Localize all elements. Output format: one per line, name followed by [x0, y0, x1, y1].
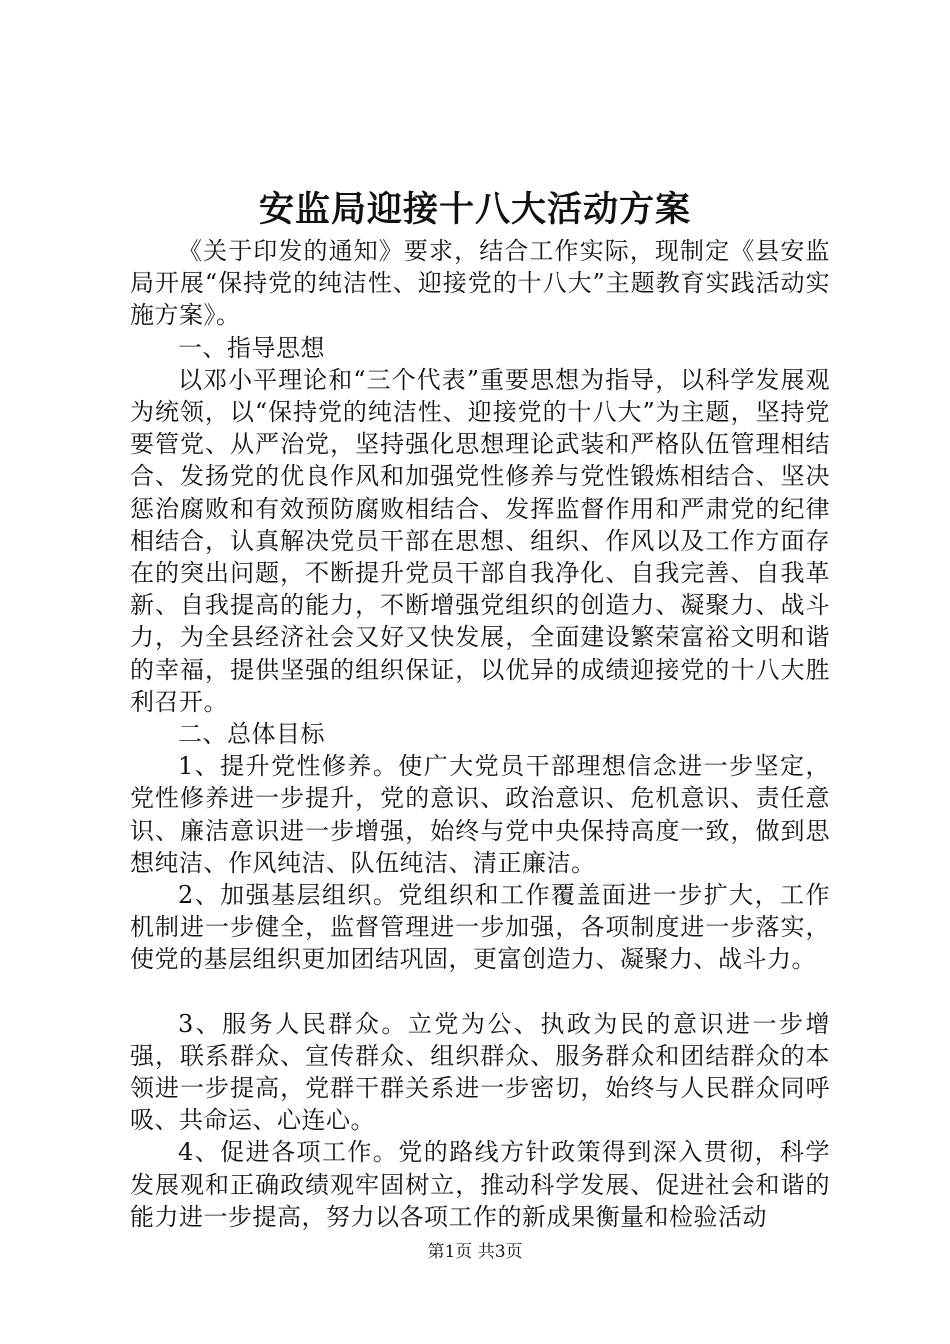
document-body [130, 235, 830, 1233]
paragraph-goal-1: 1、提升党性修养。使广大党员干部理想信念进一步坚定，党性修养进一步提升，党的意识、政治意识、危机意识、责任意识、廉洁意识进一步增强，始终与党中央保持高度一致，做到思想纯洁、作风纯洁、队伍纯洁、清正廉洁。 [130, 752, 830, 877]
section-heading-overall-goals: 二、总体目标 [178, 720, 325, 749]
document-title: 安监局迎接十八大活动方案 [258, 189, 691, 230]
paragraph-goal-2: 2、加强基层组织。党组织和工作覆盖面进一步扩大，工作机制进一步健全，监督管理进一步加强，各项制度进一步落实，使党的基层组织更加团结巩固，更富创造力、凝聚力、战斗力。 [130, 881, 830, 974]
paragraph-guiding-thought: 以邓小平理论和“三个代表”重要思想为指导，以科学发展观为统领，以“保持党的纯洁性、迎接党的十八大”为主题，坚持党要管党、从严治党，坚持强化思想理论武装和严格队伍管理相结合、发扬党的优良作风和加强党性修养与党性锻炼相结合、坚决惩治腐败和有效预防腐败相结合、发挥监督作用和严肃党的纪律相结合，认真解决党员干部在思想、组织、作风以及工作方面存在的突出问题，不断提升党员干部自我净化、自我完善、自我革新、自我提高的能力，不断增强党组织的创造力、凝聚力、战斗力，为全县经济社会又好又快发展，全面建设繁荣富裕文明和谐的幸福，提供坚强的组织保证，以优异的成绩迎接党的十八大胜利召开。 [130, 365, 830, 716]
section-heading-guiding-thought: 一、指导思想 [178, 333, 325, 362]
paragraph-goal-4: 4、促进各项工作。党的路线方针政策得到深入贯彻，科学发展观和正确政绩观牢固树立，推动科学发展、促进社会和谐的能力进一步提高，努力以各项工作的新成果衡量和检验活动 [130, 1138, 830, 1231]
paragraph-goal-3: 3、服务人民群众。立党为公、执政为民的意识进一步增强，联系群众、宣传群众、组织群众、服务群众和团结群众的本领进一步提高，党群干群关系进一步密切，始终与人民群众同呼吸、共命运、心连心。 [130, 1009, 830, 1135]
paragraph-intro: 《关于印发的通知》要求，结合工作实际，现制定《县安监局开展“保持党的纯洁性、迎接党的十八大”主题教育实践活动实施方案》。 [130, 237, 830, 330]
page-number: 第1页 共3页 [427, 1242, 523, 1262]
